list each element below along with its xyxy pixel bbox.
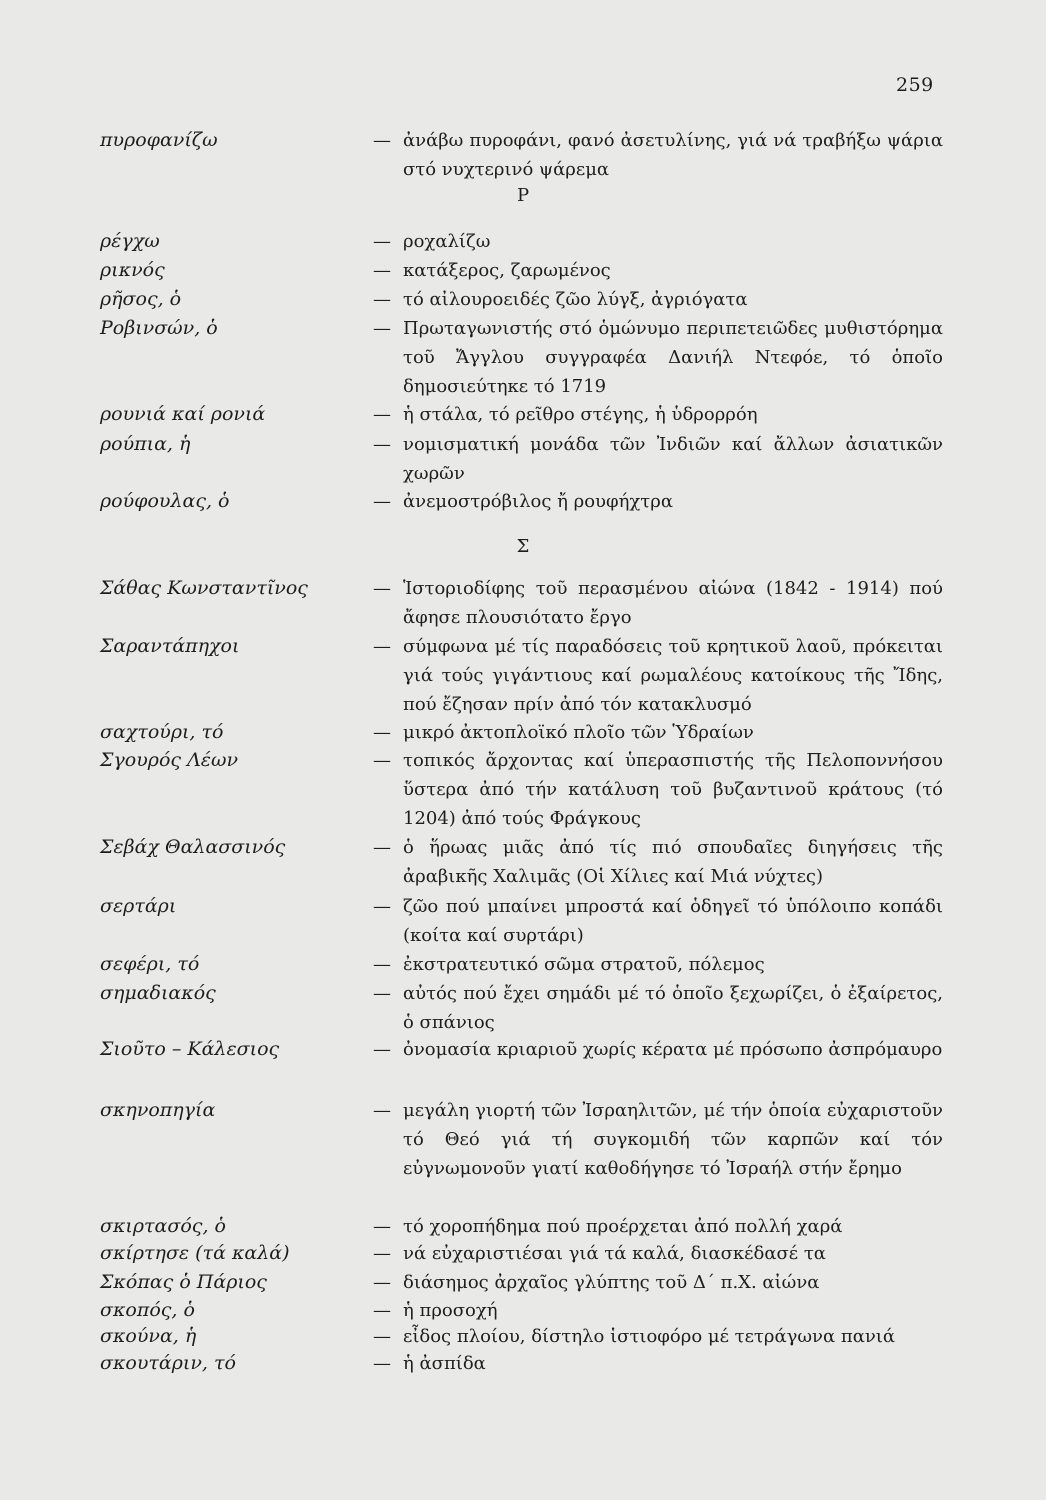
entry-term: Σάθας Κωνσταντῖνος xyxy=(100,577,308,599)
entry-definition: τοπικός ἄρχοντας καί ὑπερασπιστής τῆς Πελοποννήσου ὕστερα ἀπό τήν κατάλυση τοῦ βυζαντινοῦ κράτους (τό 1204) ἀπό τούς Φράγκους xyxy=(403,750,943,829)
entry-term: πυροφανίζω xyxy=(100,129,218,151)
em-dash: — xyxy=(373,1216,391,1237)
entry-definition: μικρό ἀκτοπλοϊκό πλοῖο τῶν Ὑδραίων xyxy=(403,722,754,743)
entry-definition: Πρωταγωνιστής στό ὁμώνυμο περιπετειῶδες μυθιστόρημα τοῦ Ἄγγλου συγγραφέα Δανιήλ Ντεφόε, τό ὁποῖο δημοσιεύτηκε τό 1719 xyxy=(403,318,943,397)
entry-definition: εἶδος πλοίου, δίστηλο ἱστιοφόρο μέ τετράγωνα πανιά xyxy=(403,1326,896,1347)
entry-term: σημαδιακός xyxy=(100,982,216,1004)
entry-definition: αὐτός πού ἔχει σημάδι μέ τό ὁποῖο ξεχωρίζει, ὁ ἐξαίρετος, ὁ σπάνιος xyxy=(403,983,943,1033)
em-dash: — xyxy=(373,1326,391,1347)
entry-definition: ἀνεμοστρόβιλος ἤ ρουφήχτρα xyxy=(403,491,673,512)
entry-definition: τό χοροπήδημα πού προέρχεται ἀπό πολλή χαρά xyxy=(403,1216,843,1237)
em-dash: — xyxy=(373,260,391,281)
em-dash: — xyxy=(373,434,391,455)
entry-term: σαχτούρι, τό xyxy=(100,721,224,743)
entry-term: σερτάρι xyxy=(100,895,177,917)
entry-term: σκιρτασός, ὁ xyxy=(100,1215,226,1237)
em-dash: — xyxy=(373,983,391,1004)
entry-definition: Ἱστοριοδίφης τοῦ περασμένου αἰώνα (1842 - 1914) πού ἄφησε πλουσιότατο ἔργο xyxy=(403,578,943,628)
em-dash: — xyxy=(373,289,391,310)
entry-term: σκουτάριν, τό xyxy=(100,1352,236,1374)
section-heading-sigma: Σ xyxy=(516,536,530,557)
em-dash: — xyxy=(373,750,391,771)
entry-definition: σύμφωνα μέ τίς παραδόσεις τοῦ κρητικοῦ λαοῦ, πρόκειται γιά τούς γιγάντιους καί ρωμαλέους κατοίκους τῆς Ἴδης, πού ἔζησαν πρίν ἀπό τόν κατακλυσμό xyxy=(403,636,943,715)
em-dash: — xyxy=(373,1300,391,1321)
entry-definition: ζῶο πού μπαίνει μπροστά καί ὁδηγεῖ τό ὑπόλοιπο κοπάδι (κοίτα καί συρτάρι) xyxy=(403,896,943,946)
entry-term: Σαραντάπηχοι xyxy=(100,635,240,657)
entry-term: ρούφουλας, ὁ xyxy=(100,490,230,512)
entry-definition: ροχαλίζω xyxy=(403,231,491,252)
entry-definition: ἡ στάλα, τό ρεῖθρο στέγης, ἡ ὑδρορρόη xyxy=(403,404,758,425)
entry-term: ρούπια, ἡ xyxy=(100,433,191,455)
entry-definition: ὀνομασία κριαριοῦ χωρίς κέρατα μέ πρόσωπο ἀσπρόμαυρο xyxy=(403,1039,943,1060)
em-dash: — xyxy=(373,130,391,151)
entry-term: Σεβάχ Θαλασσινός xyxy=(100,836,286,858)
entry-definition: διάσημος ἀρχαῖος γλύπτης τοῦ Δ΄ π.Χ. αἰώνα xyxy=(403,1272,820,1293)
entry-term: σκηνοπηγία xyxy=(100,1099,216,1121)
em-dash: — xyxy=(373,722,391,743)
entry-term: ρῆσος, ὁ xyxy=(100,288,182,310)
em-dash: — xyxy=(373,231,391,252)
em-dash: — xyxy=(373,1243,391,1264)
entry-definition: κατάξερος, ζαρωμένος xyxy=(403,260,611,281)
entry-term: σκούνα, ἡ xyxy=(100,1325,197,1347)
em-dash: — xyxy=(373,1039,391,1060)
entry-term: σκίρτησε (τά καλά) xyxy=(100,1242,290,1264)
em-dash: — xyxy=(373,578,391,599)
page-number: 259 xyxy=(896,74,934,96)
entry-term: Σγουρός Λέων xyxy=(100,749,239,771)
entry-term: σκοπός, ὁ xyxy=(100,1299,195,1321)
em-dash: — xyxy=(373,1353,391,1374)
entry-term: ρέγχω xyxy=(100,230,160,252)
em-dash: — xyxy=(373,491,391,512)
entry-definition: ὁ ἥρωας μιᾶς ἀπό τίς πιό σπουδαῖες διηγήσεις τῆς ἀραβικῆς Χαλιμᾶς (Οἱ Χίλιες καί Μιά νύχτες) xyxy=(403,837,943,887)
em-dash: — xyxy=(373,404,391,425)
entry-term: Σιοῦτο – Κάλεσιος xyxy=(100,1038,280,1060)
entry-term: Ροβινσών, ὁ xyxy=(100,317,218,339)
em-dash: — xyxy=(373,1272,391,1293)
entry-definition: νά εὐχαριστιέσαι γιά τά καλά, διασκέδασέ τα xyxy=(403,1243,826,1264)
entry-term: Σκόπας ὁ Πάριος xyxy=(100,1271,267,1293)
entry-definition: νομισματική μονάδα τῶν Ἰνδιῶν καί ἄλλων ἀσιατικῶν χωρῶν xyxy=(403,434,943,484)
em-dash: — xyxy=(373,954,391,975)
entry-term: ρουνιά καί ρονιά xyxy=(100,403,266,425)
em-dash: — xyxy=(373,636,391,657)
entry-term: σεφέρι, τό xyxy=(100,953,200,975)
em-dash: — xyxy=(373,318,391,339)
section-heading-rho: Ρ xyxy=(516,185,530,206)
entry-definition: ἡ προσοχή xyxy=(403,1300,498,1321)
em-dash: — xyxy=(373,896,391,917)
em-dash: — xyxy=(373,837,391,858)
entry-definition: ἡ ἀσπίδα xyxy=(403,1353,486,1374)
entry-term: ρικνός xyxy=(100,259,165,281)
entry-definition: τό αἰλουροειδές ζῶο λύγξ, ἀγριόγατα xyxy=(403,289,748,310)
em-dash: — xyxy=(373,1100,391,1121)
entry-definition: ἐκστρατευτικό σῶμα στρατοῦ, πόλεμος xyxy=(403,954,765,975)
entry-definition: μεγάλη γιορτή τῶν Ἰσραηλιτῶν, μέ τήν ὁποία εὐχαριστοῦν τό Θεό γιά τή συγκομιδή τῶν καρπῶν καί τόν εὐγνωμονοῦν γιατί καθοδήγησε τό Ἰσραήλ στήν ἔρημο xyxy=(403,1100,943,1179)
entry-definition: ἀνάβω πυροφάνι, φανό ἀσετυλίνης, γιά νά τραβήξω ψάρια στό νυχτερινό ψάρεμα xyxy=(403,130,943,180)
